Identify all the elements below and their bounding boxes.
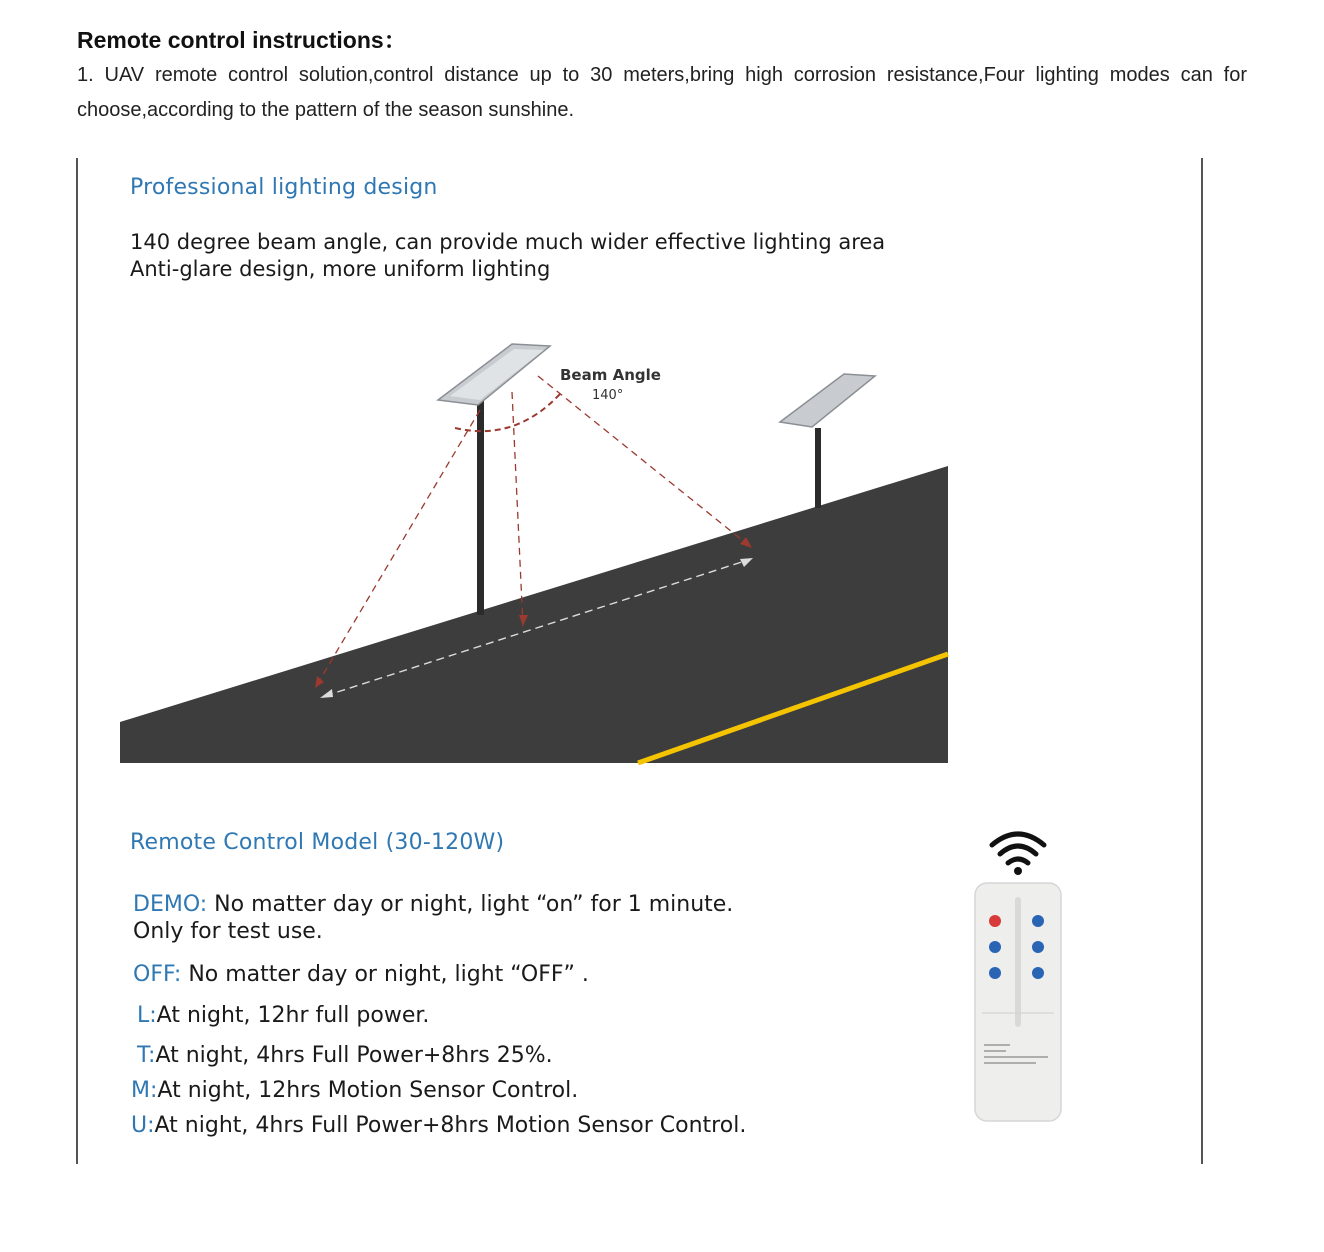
- remote-button-blue: [989, 967, 1001, 979]
- mode-t-key: T:: [137, 1043, 156, 1068]
- mode-m-key: M:: [131, 1078, 158, 1103]
- far-light-pole: [815, 428, 821, 508]
- mode-u-key: U:: [131, 1113, 155, 1138]
- remote-button-blue: [1032, 915, 1044, 927]
- anti-glare-description: Anti-glare design, more uniform lighting: [130, 257, 551, 281]
- beam-right-ray: [538, 376, 752, 548]
- mode-l-text: At night, 12hr full power.: [156, 1003, 430, 1028]
- beam-angle-description: 140 degree beam angle, can provide much wider effective lighting area: [130, 230, 886, 254]
- mode-l-key: L:: [137, 1003, 157, 1028]
- remote-button-red: [989, 915, 1001, 927]
- mode-demo: [133, 891, 733, 918]
- far-solar-lamp-head: [780, 374, 875, 427]
- page-heading: Remote control instructions：: [77, 27, 407, 53]
- mode-demo-key: DEMO:: [133, 892, 208, 917]
- mode-off-key: OFF:: [133, 962, 182, 987]
- intro-paragraph: 1. UAV remote control solution,control distance up to 30 meters,bring high corrosion resistance,Four lighting modes can for choose,according to the pattern of the season sunshine.: [77, 64, 1247, 121]
- frame-left-border: [76, 158, 78, 1164]
- near-light-pole: [477, 400, 484, 615]
- mode-off: [133, 961, 589, 988]
- mode-l: [137, 1002, 429, 1029]
- remote-control-illustration: [970, 825, 1070, 1125]
- street-light-illustration: [120, 330, 950, 765]
- remote-button-blue: [1032, 941, 1044, 953]
- mode-demo-text: No matter day or night, light “on” for 1 minute.: [207, 892, 734, 917]
- remote-button-blue: [989, 941, 1001, 953]
- remote-model-title: Remote Control Model (30-120W): [130, 830, 505, 855]
- mode-t-text: At night, 4hrs Full Power+8hrs 25%.: [155, 1043, 553, 1068]
- beam-angle-value: 140°: [592, 388, 624, 403]
- remote-button-blue: [1032, 967, 1044, 979]
- mode-off-text: No matter day or night, light “OFF” .: [181, 962, 589, 987]
- mode-t: [137, 1042, 553, 1069]
- beam-center-ray: [512, 392, 523, 626]
- mode-demo-note: Only for test use.: [133, 919, 323, 944]
- beam-angle-label: Beam Angle: [560, 366, 661, 384]
- mode-m: [131, 1077, 578, 1104]
- frame-right-border: [1201, 158, 1203, 1164]
- mode-u: [131, 1112, 746, 1139]
- road-surface: [120, 466, 948, 763]
- lighting-design-title: Professional lighting design: [130, 175, 438, 200]
- mode-u-text: At night, 4hrs Full Power+8hrs Motion Sensor Control.: [154, 1113, 747, 1138]
- mode-m-text: At night, 12hrs Motion Sensor Control.: [157, 1078, 579, 1103]
- wireless-signal-icon: [992, 834, 1044, 875]
